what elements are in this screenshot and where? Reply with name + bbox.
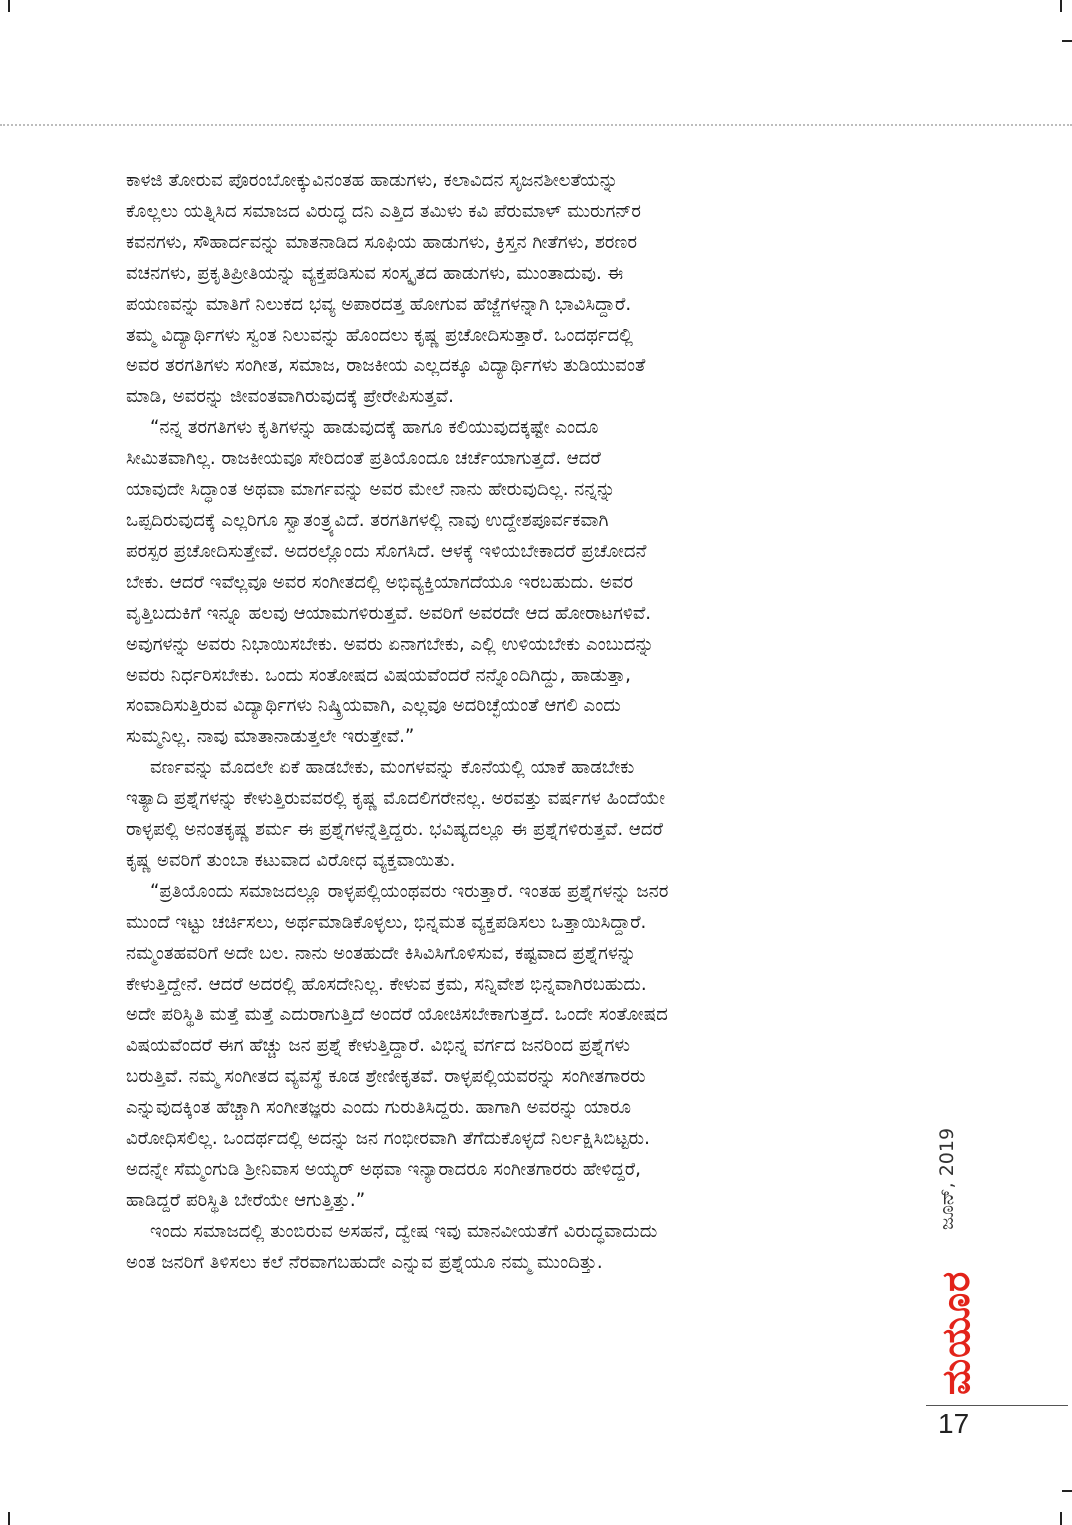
crop-mark-top-right	[1060, 0, 1062, 12]
crop-mark-right-lower	[1062, 1490, 1072, 1492]
paragraph-2: “ನನ್ನ ತರಗತಿಗಳು ಕೃತಿಗಳನ್ನು ಹಾಡುವುದಕ್ಕೆ ಹಾಗೂ ಕಲಿಯುವುದಕ್ಕಷ್ಟೇ ಎಂದೂ ಸೀಮಿತವಾಗಿಲ್ಲ. ರಾಜಕೀಯವೂ ಸೇರಿದಂತೆ ಪ್ರತಿಯೊಂದೂ ಚರ್ಚೆಯಾಗುತ್ತದೆ. ಆದರೆ ಯಾವುದೇ ಸಿದ್ಧಾಂತ ಅಥವಾ ಮಾರ್ಗವನ್ನು ಅವರ ಮೇಲೆ ನಾನು ಹೇರುವುದಿಲ್ಲ. ನನ್ನನ್ನು ಒಪ್ಪದಿರುವುದಕ್ಕೆ ಎಲ್ಲರಿಗೂ ಸ್ವಾತಂತ್ರ್ಯವಿದೆ. ತರಗತಿಗಳಲ್ಲಿ ನಾವು ಉದ್ದೇಶಪೂರ್ವಕವಾಗಿ ಪರಸ್ಪರ ಪ್ರಚೋದಿಸುತ್ತೇವೆ. ಅದರಲ್ಲೊಂದು ಸೊಗಸಿದೆ. ಆಳಕ್ಕೆ ಇಳಿಯಬೇಕಾದರೆ ಪ್ರಚೋದನೆ ಬೇಕು. ಆದರೆ ಇವೆಲ್ಲವೂ ಅವರ ಸಂಗೀತದಲ್ಲಿ ಅಭಿವ್ಯಕ್ತಿಯಾಗದೆಯೂ ಇರಬಹುದು. ಅವರ ವೃತ್ತಿಬದುಕಿಗೆ ಇನ್ನೂ ಹಲವು ಆಯಾಮಗಳಿರುತ್ತವೆ. ಅವರಿಗೆ ಅವರದೇ ಆದ ಹೋರಾಟಗಳಿವೆ. ಅವುಗಳನ್ನು ಅವರು ನಿಭಾಯಿಸಬೇಕು. ಅವರು ಏನಾಗಬೇಕು, ಎಲ್ಲಿ ಉಳಿಯಬೇಕು ಎಂಬುದನ್ನು ಅವರು ನಿರ್ಧರಿಸಬೇಕು. ಒಂದು ಸಂತೋಷದ ವಿಷಯವೆಂದರೆ ನನ್ನೊಂದಿಗಿದ್ದು, ಹಾಡುತ್ತಾ, ಸಂವಾದಿಸುತ್ತಿರುವ ವಿದ್ಯಾರ್ಥಿಗಳು ನಿಷ್ಕ್ರಿಯವಾಗಿ, ಎಲ್ಲವೂ ಅದರಿಚ್ಛೆಯಂತೆ ಆಗಲಿ ಎಂದು ಸುಮ್ಮನಿಲ್ಲ. ನಾವು ಮಾತಾನಾಡುತ್ತಲೇ ಇರುತ್ತೇವೆ.”	[126, 417, 654, 748]
paragraph-5: ಇಂದು ಸಮಾಜದಲ್ಲಿ ತುಂಬಿರುವ ಅಸಹನೆ, ದ್ವೇಷ ಇವು ಮಾನವೀಯತೆಗೆ ವಿರುದ್ಧವಾದುದು ಅಂತ ಜನರಿಗೆ ತಿಳಿಸಲು ಕಲೆ ನೆರವಾಗಬಹುದೇ ಎನ್ನುವ ಪ್ರಶ್ನೆಯೂ ನಮ್ಮ ಮುಂದಿತ್ತು.	[126, 1220, 658, 1273]
crop-mark-bottom-right	[1060, 1512, 1062, 1525]
paragraph-3: ವರ್ಣವನ್ನು ಮೊದಲೇ ಏಕೆ ಹಾಡಬೇಕು, ಮಂಗಳವನ್ನು ಕೊನೆಯಲ್ಲಿ ಯಾಕೆ ಹಾಡಬೇಕು ಇತ್ಯಾದಿ ಪ್ರಶ್ನೆಗಳನ್ನು ಕೇಳುತ್ತಿರುವವರಲ್ಲಿ ಕೃಷ್ಣ ಮೊದಲಿಗರೇನಲ್ಲ. ಅರವತ್ತು ವರ್ಷಗಳ ಹಿಂದೆಯೇ ರಾಳ್ಳಪಲ್ಲಿ ಅನಂತಕೃಷ್ಣ ಶರ್ಮ ಈ ಪ್ರಶ್ನೆಗಳನ್ನೆತ್ತಿದ್ದರು. ಭವಿಷ್ಯದಲ್ಲೂ ಈ ಪ್ರಶ್ನೆಗಳಿರುತ್ತವೆ. ಆದರೆ ಕೃಷ್ಣ ಅವರಿಗೆ ತುಂಬಾ ಕಟುವಾದ ವಿರೋಧ ವ್ಯಕ್ತವಾಯಿತು.	[126, 757, 666, 871]
crop-mark-top-left	[8, 0, 10, 12]
page-number: 17	[938, 1408, 970, 1439]
magazine-logo: ಮಯೂರ	[934, 1270, 978, 1395]
crop-mark-bottom-left	[8, 1512, 10, 1525]
issue-date: ಜೂನ್, 2019	[936, 1127, 958, 1230]
header-dotted-rule	[0, 124, 1072, 126]
paragraph-4: “ಪ್ರತಿಯೊಂದು ಸಮಾಜದಲ್ಲೂ ರಾಳ್ಳಪಲ್ಲಿಯಂಥವರು ಇರುತ್ತಾರೆ. ಇಂತಹ ಪ್ರಶ್ನೆಗಳನ್ನು ಜನರ ಮುಂದೆ ಇಟ್ಟು ಚರ್ಚಿಸಲು, ಅರ್ಥಮಾಡಿಕೊಳ್ಳಲು, ಭಿನ್ನಮತ ವ್ಯಕ್ತಪಡಿಸಲು ಒತ್ತಾಯಿಸಿದ್ದಾರೆ. ನಮ್ಮಂತಹವರಿಗೆ ಅದೇ ಬಲ. ನಾನು ಅಂತಹುದೇ ಕಿಸಿವಿಸಿಗೊಳಿಸುವ, ಕಷ್ಟವಾದ ಪ್ರಶ್ನೆಗಳನ್ನು ಕೇಳುತ್ತಿದ್ದೇನೆ. ಆದರೆ ಅದರಲ್ಲಿ ಹೊಸದೇನಿಲ್ಲ. ಕೇಳುವ ಕ್ರಮ, ಸನ್ನಿವೇಶ ಭಿನ್ನವಾಗಿರಬಹುದು. ಅದೇ ಪರಿಸ್ಥಿತಿ ಮತ್ತೆ ಮತ್ತೆ ಎದುರಾಗುತ್ತಿದೆ ಅಂದರೆ ಯೋಚಿಸಬೇಕಾಗುತ್ತದೆ. ಒಂದೇ ಸಂತೋಷದ ವಿಷಯವೆಂದರೆ ಈಗ ಹೆಚ್ಚು ಜನ ಪ್ರಶ್ನೆ ಕೇಳುತ್ತಿದ್ದಾರೆ. ವಿಭಿನ್ನ ವರ್ಗದ ಜನರಿಂದ ಪ್ರಶ್ನೆಗಳು ಬರುತ್ತಿವೆ. ನಮ್ಮ ಸಂಗೀತದ ವ್ಯವಸ್ಥೆ ಕೂಡ ಶ್ರೇಣೀಕೃತವೆ. ರಾಳ್ಳಪಲ್ಲಿಯವರನ್ನು ಸಂಗೀತಗಾರರು ಎನ್ನುವುದಕ್ಕಿಂತ ಹೆಚ್ಚಾಗಿ ಸಂಗೀತಜ್ಞರು ಎಂದು ಗುರುತಿಸಿದ್ದರು. ಹಾಗಾಗಿ ಅವರನ್ನು ಯಾರೂ ವಿರೋಧಿಸಲಿಲ್ಲ. ಒಂದರ್ಥದಲ್ಲಿ ಅದನ್ನು ಜನ ಗಂಭೀರವಾಗಿ ತೆಗೆದುಕೊಳ್ಳದೆ ನಿರ್ಲಕ್ಷಿಸಿಬಿಟ್ಟರು. ಅದನ್ನೇ ಸೆಮ್ಮಂಗುಡಿ ಶ್ರೀನಿವಾಸ ಅಯ್ಯರ್ ಅಥವಾ ಇನ್ಯಾರಾದರೂ ಸಂಗೀತಗಾರರು ಹೇಳಿದ್ದರೆ, ಹಾಡಿದ್ದರೆ ಪರಿಸ್ಥಿತಿ ಬೇರೆಯೇ ಆಗುತ್ತಿತ್ತು.”	[126, 880, 669, 1211]
page-number-rule	[926, 1405, 1068, 1406]
paragraph-1: ಕಾಳಜಿ ತೋರುವ ಪೊರಂಬೋಕ್ಕುವಿನಂತಹ ಹಾಡುಗಳು, ಕಲಾವಿದನ ಸೃಜನಶೀಲತೆಯನ್ನು ಕೊಲ್ಲಲು ಯತ್ನಿಸಿದ ಸಮಾಜದ ವಿರುದ್ಧ ದನಿ ಎತ್ತಿದ ತಮಿಳು ಕವಿ ಪೆರುಮಾಳ್ ಮುರುಗನ್‌ರ ಕವನಗಳು, ಸೌಹಾರ್ದವನ್ನು ಮಾತನಾಡಿದ ಸೂಫಿಯ ಹಾಡುಗಳು, ಕ್ರಿಸ್ತನ ಗೀತೆಗಳು, ಶರಣರ ವಚನಗಳು, ಪ್ರಕೃತಿಪ್ರೀತಿಯನ್ನು ವ್ಯಕ್ತಪಡಿಸುವ ಸಂಸ್ಕೃತದ ಹಾಡುಗಳು, ಮುಂತಾದುವು. ಈ ಪಯಣವನ್ನು ಮಾತಿಗೆ ನಿಲುಕದ ಭವ್ಯ ಅಪಾರದತ್ತ ಹೋಗುವ ಹೆಜ್ಜೆಗಳನ್ನಾಗಿ ಭಾವಿಸಿದ್ದಾರೆ. ತಮ್ಮ ವಿದ್ಯಾರ್ಥಿಗಳು ಸ್ವಂತ ನಿಲುವನ್ನು ಹೊಂದಲು ಕೃಷ್ಣ ಪ್ರಚೋದಿಸುತ್ತಾರೆ. ಒಂದರ್ಥದಲ್ಲಿ ಅವರ ತರಗತಿಗಳು ಸಂಗೀತ, ಸಮಾಜ, ರಾಜಕೀಯ ಎಲ್ಲದಕ್ಕೂ ವಿದ್ಯಾರ್ಥಿಗಳು ತುಡಿಯುವಂತೆ ಮಾಡಿ, ಅವರನ್ನು ಜೀವಂತವಾಗಿರುವುದಕ್ಕೆ ಪ್ರೇರೇಪಿಸುತ್ತವೆ.	[126, 170, 646, 408]
article-body	[126, 166, 910, 1279]
crop-mark-right-upper	[1062, 40, 1072, 42]
